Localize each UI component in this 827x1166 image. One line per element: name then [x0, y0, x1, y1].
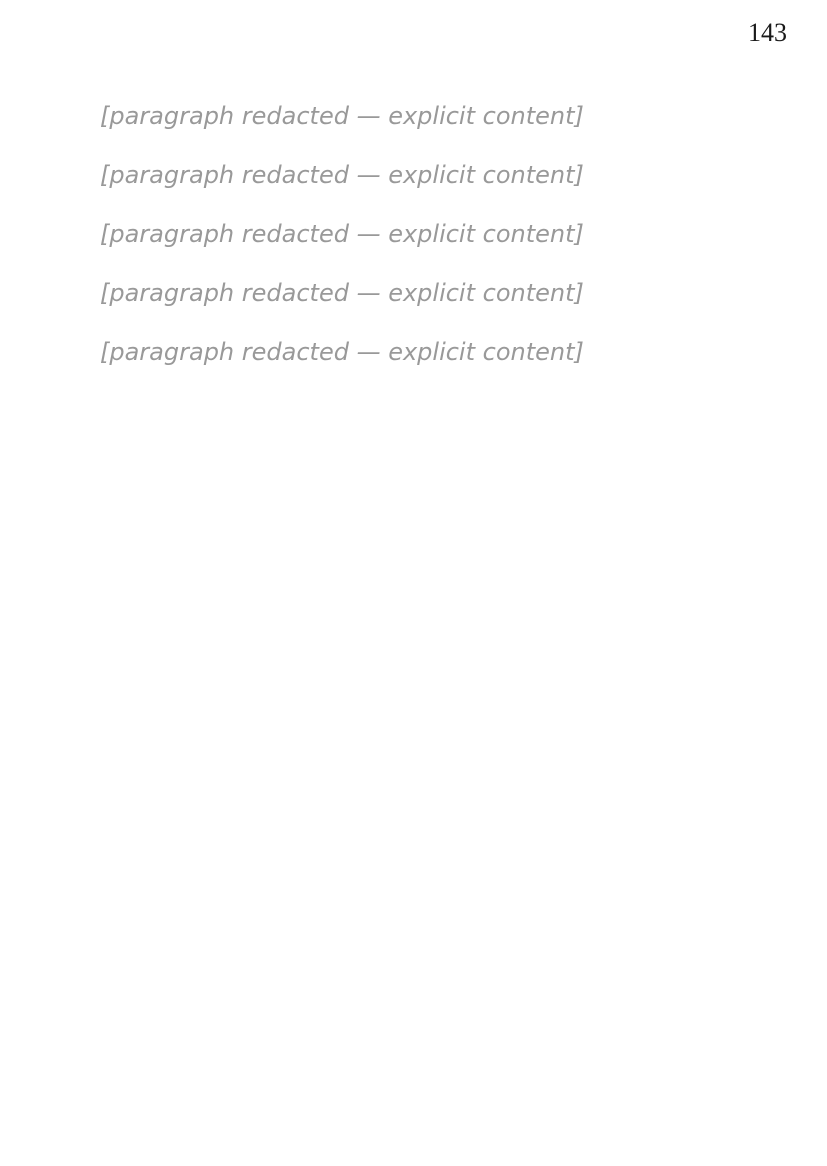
paragraph: [paragraph redacted — explicit content]	[100, 338, 584, 367]
paragraph: [paragraph redacted — explicit content]	[100, 102, 584, 130]
page-number: 143	[748, 18, 787, 47]
paragraph: [paragraph redacted — explicit content]	[100, 220, 584, 249]
page-text	[100, 100, 717, 396]
paragraph: [paragraph redacted — explicit content]	[100, 279, 584, 308]
paragraph: [paragraph redacted — explicit content]	[100, 161, 584, 190]
